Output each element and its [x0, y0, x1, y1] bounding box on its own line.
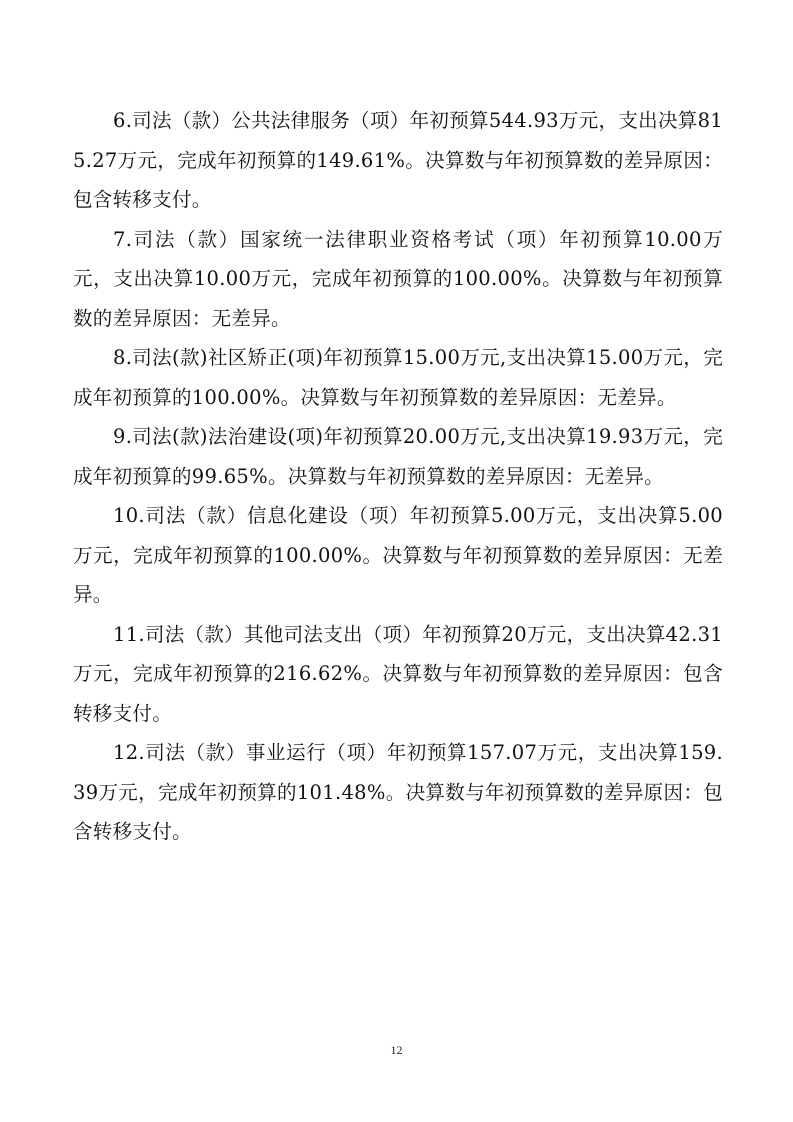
paragraph-item-9: 9.司法(款)法治建设(项)年初预算20.00万元,支出决算19.93万元，完成年初预算的99.65%。决算数与年初预算数的差异原因：无差异。 [73, 425, 723, 488]
paragraph-item-12: 12.司法（款）事业运行（项）年初预算157.07万元，支出决算159.39万元，完成年初预算的101.48%。决算数与年初预算数的差异原因：包含转移支付。 [73, 741, 723, 843]
paragraph-item-10: 10.司法（款）信息化建设（项）年初预算5.00万元，支出决算5.00万元，完成年初预算的100.00%。决算数与年初预算数的差异原因：无差异。 [73, 504, 723, 606]
body-text [73, 101, 723, 852]
paragraph-item-11: 11.司法（款）其他司法支出（项）年初预算20万元，支出决算42.31万元，完成年初预算的216.62%。决算数与年初预算数的差异原因：包含转移支付。 [73, 622, 723, 725]
paragraph-item-7: 7.司法（款）国家统一法律职业资格考试（项）年初预算10.00万元，支出决算10.00万元，完成年初预算的100.00%。决算数与年初预算数的差异原因：无差异。 [73, 227, 723, 330]
paragraph-item-8: 8.司法(款)社区矫正(项)年初预算15.00万元,支出决算15.00万元，完成年初预算的100.00%。决算数与年初预算数的差异原因：无差异。 [73, 346, 723, 409]
page-number: 12 [390, 1043, 403, 1057]
paragraph-item-6: 6.司法（款）公共法律服务（项）年初预算544.93万元，支出决算815.27万元，完成年初预算的149.61%。决算数与年初预算数的差异原因：包含转移支付。 [73, 109, 723, 211]
